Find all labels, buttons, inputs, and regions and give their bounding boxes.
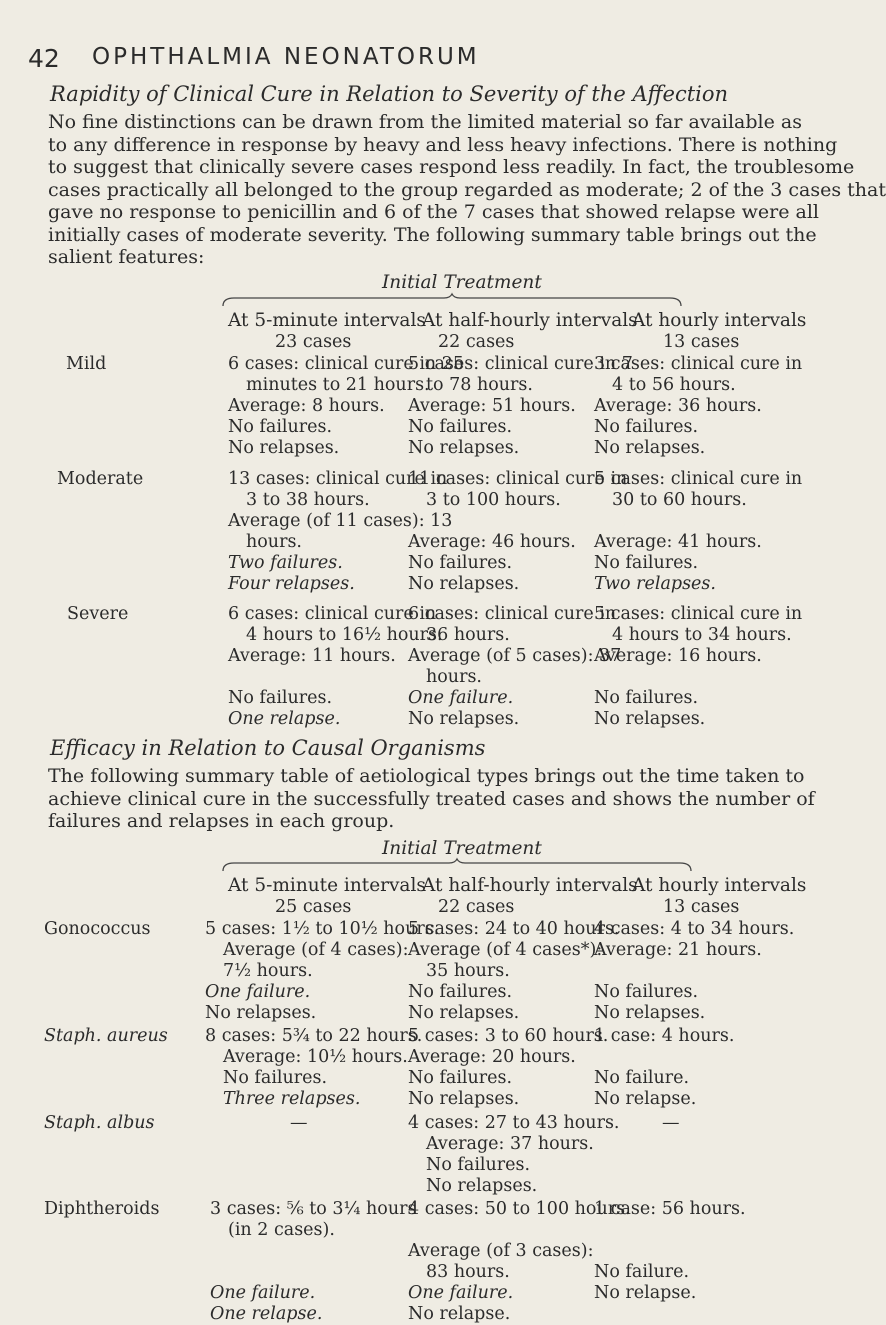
cell-line: No failures.	[594, 982, 699, 1002]
cell-line: One failure.	[408, 688, 514, 708]
cell-line: No relapse.	[594, 1089, 697, 1109]
cell-line: 3 to 38 hours.	[246, 490, 370, 510]
table-cell	[594, 354, 802, 459]
row-label-severe: Severe	[67, 604, 129, 624]
cell-line: One relapse.	[210, 1304, 323, 1324]
column-count: 13 cases	[663, 897, 740, 917]
cell-line: Average: 20 hours.	[408, 1047, 576, 1067]
table-cell	[594, 469, 802, 595]
paragraph-line: initially cases of moderate severity. The following summary table brings out the	[48, 223, 817, 246]
cell-line: No failures.	[408, 553, 513, 573]
cell-line: One failure.	[408, 1283, 514, 1303]
row-label-staph-aureus: Staph. aureus	[44, 1026, 168, 1046]
cell-line: No relapse.	[408, 1304, 511, 1324]
table-heading-initial-treatment: Initial Treatment	[382, 838, 542, 859]
cell-line: No relapses.	[408, 438, 520, 458]
cell-line: 5 cases: 3 to 60 hours.	[408, 1026, 609, 1046]
cell-line: Two failures.	[228, 553, 343, 573]
cell-line: 4 to 56 hours.	[612, 375, 736, 395]
cell-line: No relapses.	[408, 1089, 520, 1109]
cell-line: 5 cases: clinical cure in	[594, 469, 803, 489]
cell-line: 7½ hours.	[223, 961, 313, 981]
paragraph-line: cases practically all belonged to the group regarded as moderate; 2 of the 3 cases that	[48, 178, 886, 201]
cell-line: Average: 11 hours.	[228, 646, 396, 666]
cell-line: One failure.	[210, 1283, 316, 1303]
column-header-hourly: At hourly intervals	[632, 875, 807, 896]
paragraph-line: to suggest that clinically severe cases respond less readily. In fact, the troublesome	[48, 156, 855, 178]
cell-line: No failures.	[228, 688, 333, 708]
cell-line: 6 cases: clinical cure in 25	[228, 354, 465, 374]
cell-line: Average: 41 hours.	[594, 532, 762, 552]
cell-line: 4 hours to 34 hours.	[612, 625, 792, 645]
table-brace	[222, 858, 692, 872]
paragraph-line: The following summary table of aetiological types brings out the time taken to	[48, 765, 805, 787]
cell-line: 11 cases: clinical cure in	[408, 469, 628, 489]
row-label-mild: Mild	[66, 354, 107, 374]
cell-line: to 78 hours.	[426, 375, 533, 395]
cell-line: No relapses.	[228, 438, 340, 458]
cell-line: Average: 37 hours.	[426, 1134, 594, 1154]
cell-line: 4 cases: 4 to 34 hours.	[594, 919, 795, 939]
table-heading-initial-treatment: Initial Treatment	[382, 272, 542, 293]
table-cell	[594, 1199, 746, 1304]
cell-line: No relapses.	[408, 1003, 520, 1023]
column-header-hourly: At hourly intervals	[632, 310, 807, 331]
table-cell	[205, 919, 439, 1024]
cell-line: 35 hours.	[426, 961, 510, 981]
cell-line: Average: 21 hours.	[594, 940, 762, 960]
cell-line: Average (of 11 cases): 13	[228, 511, 453, 531]
table-cell	[408, 1113, 620, 1197]
cell-line: Average: 51 hours.	[408, 396, 576, 416]
running-title: OPHTHALMIA NEONATORUM	[92, 44, 480, 70]
cell-line: No relapses.	[594, 709, 706, 729]
cell-line: No relapses.	[594, 438, 706, 458]
cell-line: No relapses.	[408, 709, 520, 729]
cell-line: Average (of 4 cases*):	[408, 940, 603, 960]
column-count: 13 cases	[663, 332, 740, 352]
cell-line: (in 2 cases).	[228, 1220, 335, 1240]
cell-line: 4 cases: 50 to 100 hours.	[408, 1199, 631, 1219]
row-label-moderate: Moderate	[57, 469, 144, 489]
column-header-half-hourly: At half-hourly intervals	[422, 875, 638, 896]
table-cell	[408, 919, 620, 1024]
table-brace	[222, 293, 682, 307]
cell-line: No failures.	[408, 417, 513, 437]
cell-line: No relapse.	[594, 1283, 697, 1303]
cell-line: No failures.	[228, 417, 333, 437]
cell-line: Two relapses.	[594, 574, 716, 594]
cell-line: Average: 8 hours.	[228, 396, 385, 416]
section-paragraph-severity	[48, 111, 886, 269]
table-cell-empty: —	[290, 1113, 308, 1133]
cell-line: 6 cases: clinical cure in	[408, 604, 617, 624]
cell-line: 5 cases: 1½ to 10½ hours.	[205, 919, 440, 939]
cell-line: hours.	[246, 532, 302, 552]
table-cell	[594, 604, 802, 730]
table-cell	[210, 1199, 416, 1325]
cell-line: 83 hours.	[426, 1262, 510, 1282]
cell-line: No failures.	[223, 1068, 328, 1088]
cell-line: 8 cases: 5¾ to 22 hours.	[205, 1026, 423, 1046]
section-heading-organisms: Efficacy in Relation to Causal Organisms	[50, 736, 486, 760]
row-label-diphtheroids: Diphtheroids	[44, 1199, 160, 1219]
paragraph-line: No fine distinctions can be drawn from the limited material so far available as	[48, 111, 802, 133]
cell-line: 13 cases: clinical cure in	[228, 469, 448, 489]
column-count: 22 cases	[438, 332, 515, 352]
cell-line: One relapse.	[228, 709, 341, 729]
cell-line: No failures.	[594, 553, 699, 573]
cell-line: No relapses.	[205, 1003, 317, 1023]
cell-line: 3 cases: clinical cure in	[594, 354, 803, 374]
column-count: 22 cases	[438, 897, 515, 917]
page-number: 42	[28, 44, 60, 73]
column-header-half-hourly: At half-hourly intervals	[422, 310, 638, 331]
cell-line: 36 hours.	[426, 625, 510, 645]
cell-line: 30 to 60 hours.	[612, 490, 747, 510]
table-cell	[205, 1026, 422, 1110]
column-count: 25 cases	[275, 897, 352, 917]
cell-line: No failure.	[594, 1262, 690, 1282]
cell-line: Average: 36 hours.	[594, 396, 762, 416]
cell-line: No failures.	[594, 688, 699, 708]
cell-line: 3 to 100 hours.	[426, 490, 561, 510]
column-header-5-minute: At 5-minute intervals	[228, 310, 426, 331]
table-cell	[594, 1026, 734, 1110]
paragraph-line: salient features:	[48, 246, 205, 268]
table-cell-empty: —	[662, 1113, 680, 1133]
cell-line: Average: 16 hours.	[594, 646, 762, 666]
section-heading-severity: Rapidity of Clinical Cure in Relation to Severity of the Affection	[50, 82, 729, 106]
paragraph-line: achieve clinical cure in the successfully treated cases and shows the number of	[48, 787, 815, 810]
cell-line: 6 cases: clinical cure in	[228, 604, 437, 624]
table-cell	[408, 1026, 608, 1110]
table-cell	[594, 919, 794, 1024]
cell-line: minutes to 21 hours.	[246, 375, 430, 395]
cell-line: Average (of 3 cases):	[408, 1241, 594, 1261]
cell-line: Average (of 4 cases):	[223, 940, 409, 960]
cell-line: No failures.	[426, 1155, 531, 1175]
paragraph-line: failures and relapses in each group.	[48, 810, 395, 832]
row-label-gonococcus: Gonococcus	[44, 919, 151, 939]
column-count: 23 cases	[275, 332, 352, 352]
cell-line: 5 cases: clinical cure in	[594, 604, 803, 624]
cell-line: No relapses.	[408, 574, 520, 594]
section-paragraph-organisms	[48, 765, 815, 833]
paragraph-line: to any difference in response by heavy and less heavy infections. There is nothing	[48, 133, 838, 156]
cell-line: 5 cases: clinical cure in 7	[408, 354, 633, 374]
cell-line: Four relapses.	[228, 574, 355, 594]
cell-line: Average: 10½ hours.	[223, 1047, 408, 1067]
cell-line: No failures.	[408, 1068, 513, 1088]
cell-line: hours.	[426, 667, 482, 687]
cell-line: 4 cases: 27 to 43 hours.	[408, 1113, 620, 1133]
cell-line: No failure.	[594, 1068, 690, 1088]
cell-line: 4 hours to 16½ hours.	[246, 625, 443, 645]
cell-line: Average: 46 hours.	[408, 532, 576, 552]
cell-line: Average (of 5 cases): 37	[408, 646, 622, 666]
cell-line: Three relapses.	[223, 1089, 361, 1109]
cell-line: No relapses.	[594, 1003, 706, 1023]
cell-line: No failures.	[594, 417, 699, 437]
running-header	[0, 44, 800, 78]
cell-line: 3 cases: ⅚ to 3¼ hours	[210, 1199, 417, 1219]
column-header-5-minute: At 5-minute intervals	[228, 875, 426, 896]
cell-line: One failure.	[205, 982, 311, 1002]
cell-line: 1 case: 56 hours.	[594, 1199, 746, 1219]
cell-line: 5 cases: 24 to 40 hours.	[408, 919, 620, 939]
cell-line: No relapses.	[426, 1176, 538, 1196]
cell-line: No failures.	[408, 982, 513, 1002]
paragraph-line: gave no response to penicillin and 6 of the 7 cases that showed relapse were all	[48, 201, 819, 223]
table-cell	[408, 604, 621, 730]
row-label-staph-albus: Staph. albus	[44, 1113, 155, 1133]
cell-line: 1 case: 4 hours.	[594, 1026, 735, 1046]
